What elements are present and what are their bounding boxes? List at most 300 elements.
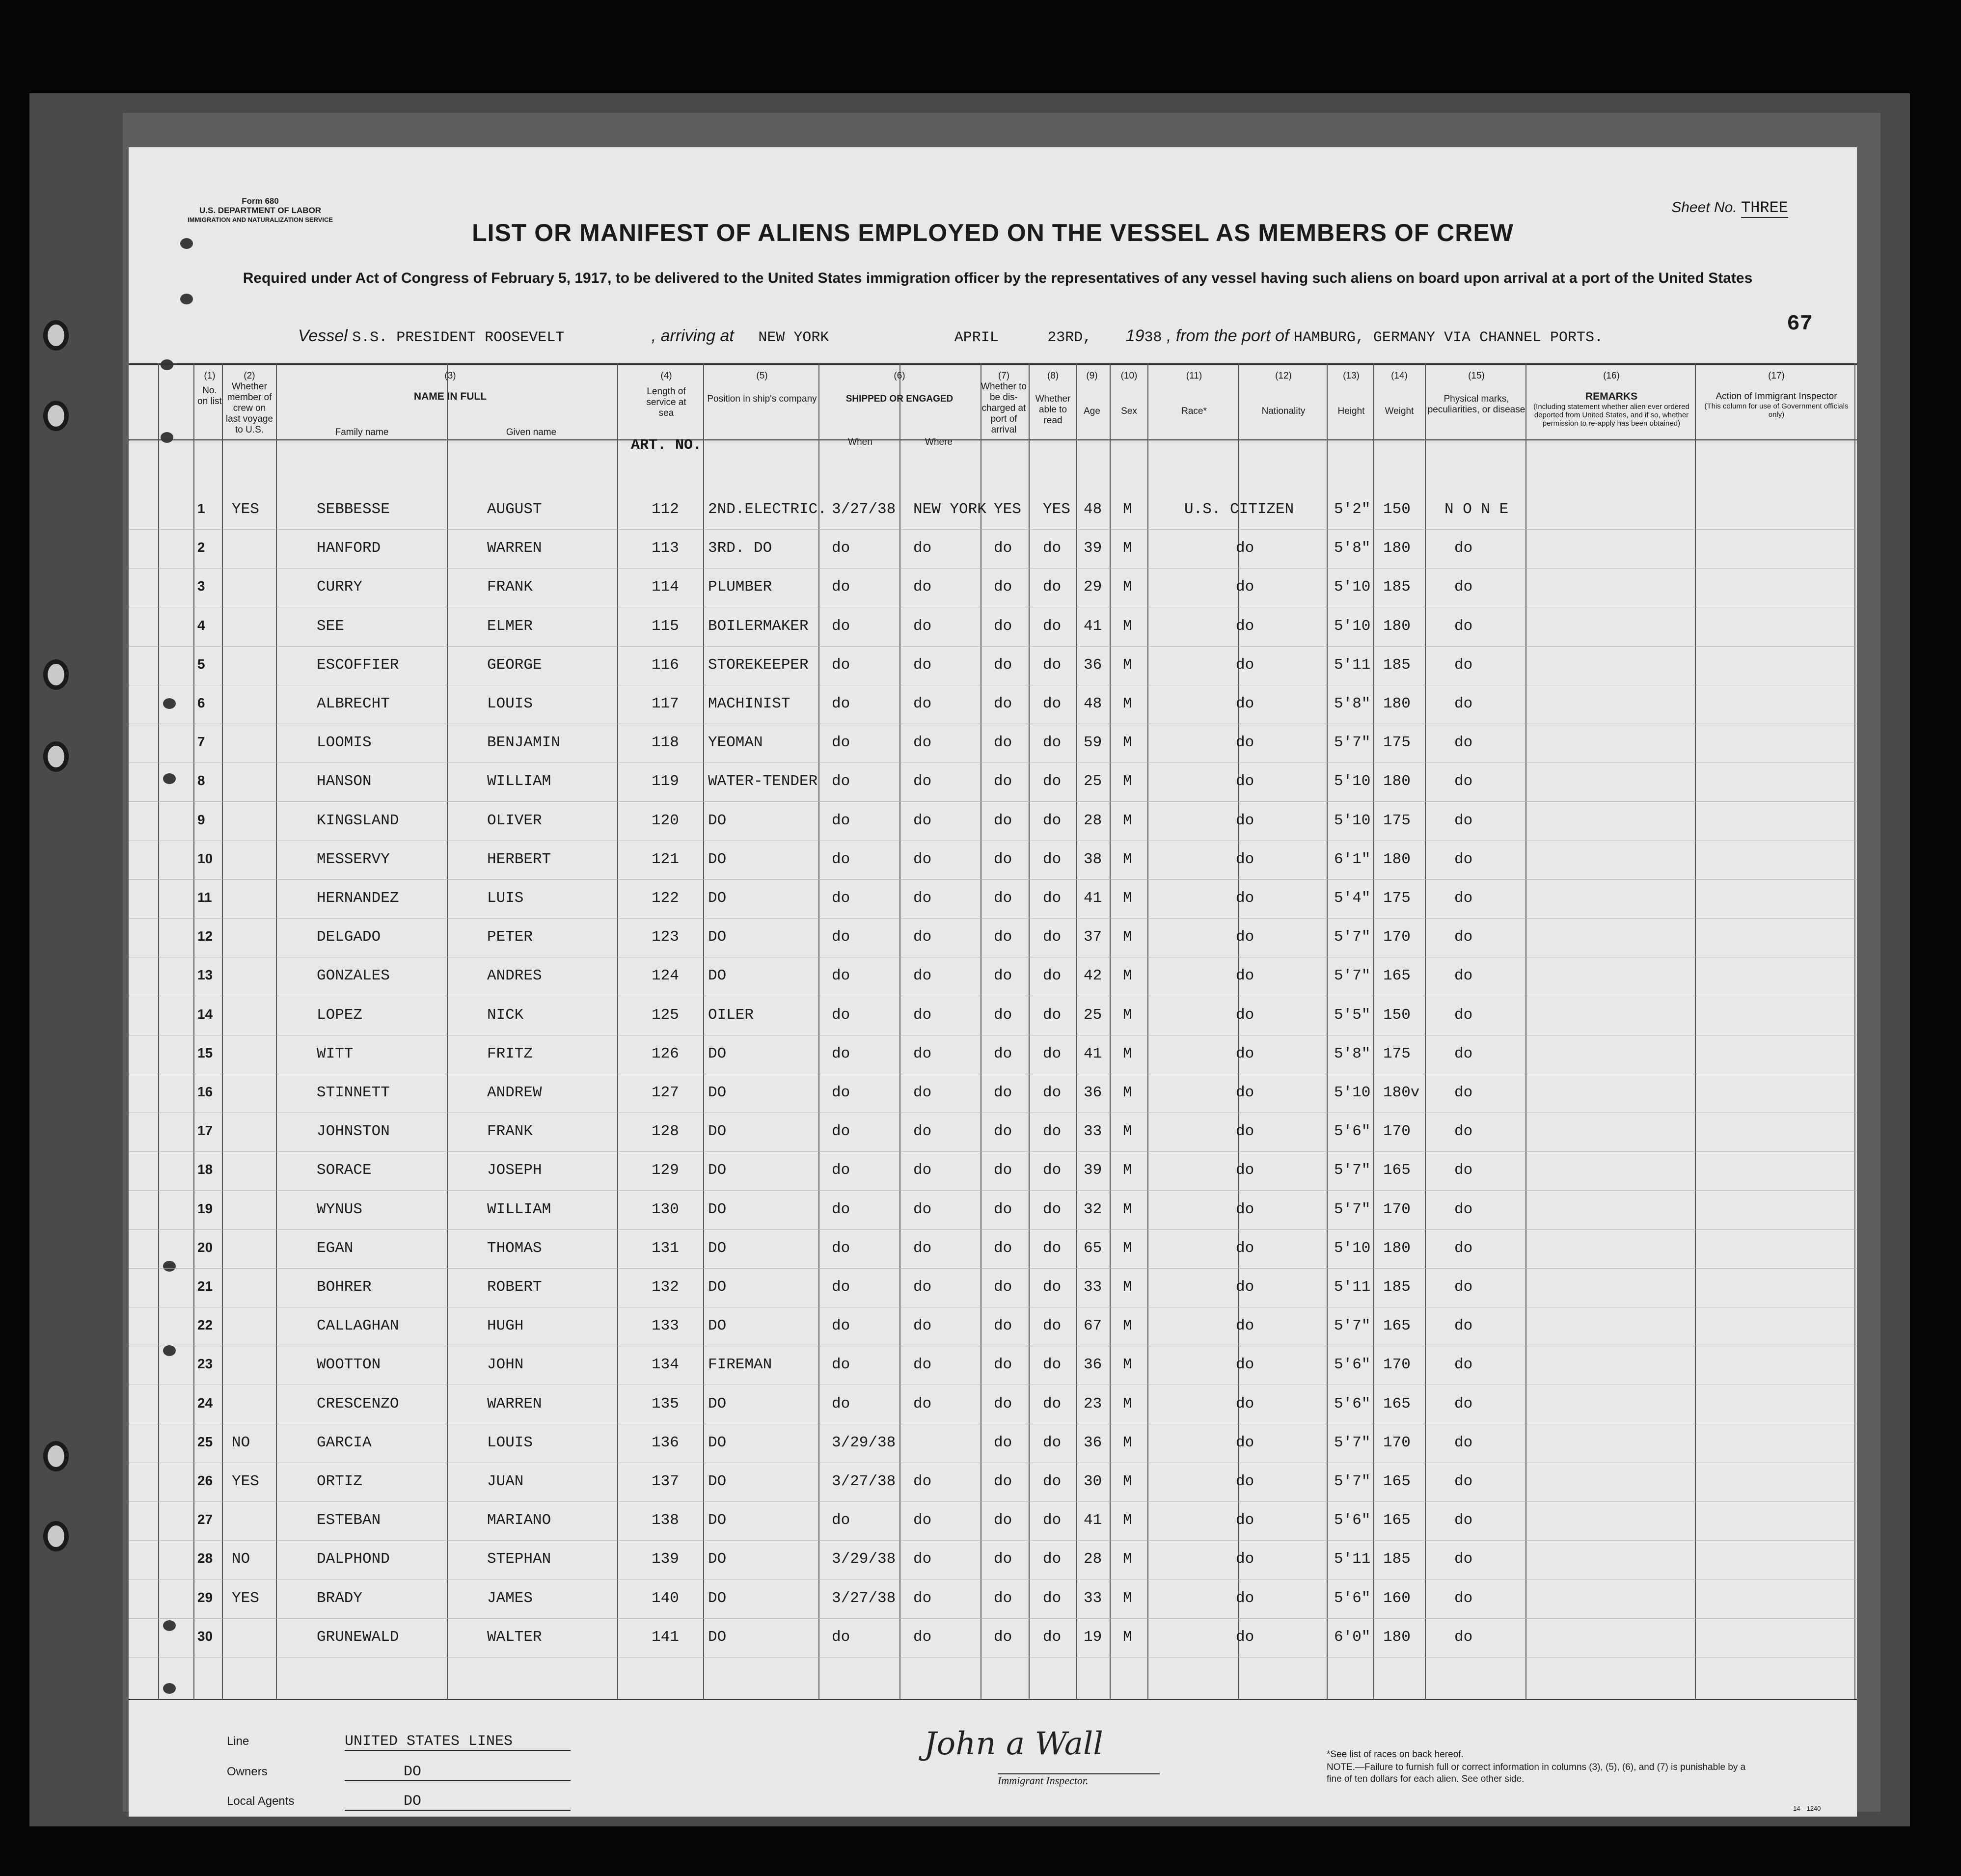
cell-discharged: do <box>994 1628 1012 1646</box>
col-header-given-name: Given name <box>506 427 557 437</box>
cell-age: 33 <box>1084 1589 1102 1607</box>
col-header-length-of-service: (4) Length of service at sea <box>646 371 686 418</box>
cell-discharged: do <box>994 1395 1012 1413</box>
cell-sex: M <box>1123 695 1132 712</box>
cell-sex: M <box>1123 1239 1132 1257</box>
cell-height: 5'10 <box>1334 1239 1371 1257</box>
cell-last-voyage: YES <box>232 501 259 518</box>
cell-no: 28 <box>197 1550 213 1566</box>
cell-age: 33 <box>1084 1278 1102 1296</box>
cell-height: 5'6" <box>1334 1356 1371 1374</box>
punch-mark <box>163 1683 176 1694</box>
cell-position: DO <box>708 1473 727 1490</box>
cell-height: 5'10 <box>1334 578 1371 596</box>
cell-age: 32 <box>1084 1200 1102 1218</box>
cell-age: 39 <box>1084 540 1102 557</box>
cell-height: 5'6" <box>1334 1512 1371 1529</box>
row-rule <box>129 762 1857 763</box>
cell-where: do <box>913 1045 932 1062</box>
cell-discharged: do <box>994 1200 1012 1218</box>
cell-where: do <box>913 850 932 868</box>
cell-given-name: LOUIS <box>487 1434 533 1451</box>
cell-race-nationality: do <box>1236 1239 1254 1257</box>
cell-where: do <box>913 1473 932 1490</box>
cell-sex: M <box>1123 850 1132 868</box>
cell-position: DO <box>708 1550 727 1568</box>
cell-no: 2 <box>197 540 205 555</box>
cell-art-no: 120 <box>652 812 679 829</box>
table-row <box>129 1428 1857 1467</box>
cell-height: 5'6" <box>1334 1123 1371 1141</box>
cell-no: 3 <box>197 578 205 594</box>
cell-race-nationality: do <box>1236 1550 1254 1568</box>
cell-race-nationality: do <box>1236 1045 1254 1062</box>
cell-height: 5'10 <box>1334 812 1371 829</box>
cell-read: do <box>1043 1317 1062 1335</box>
cell-when: do <box>832 850 850 868</box>
cell-discharged: do <box>994 1550 1012 1568</box>
cell-art-no: 114 <box>652 578 679 596</box>
arriving-label: , arriving at <box>651 326 734 345</box>
cell-sex: M <box>1123 812 1132 829</box>
cell-when: do <box>832 578 850 596</box>
cell-age: 41 <box>1084 1512 1102 1529</box>
cell-sex: M <box>1123 656 1132 674</box>
cell-no: 14 <box>197 1006 213 1022</box>
cell-race-nationality: do <box>1236 890 1254 907</box>
cell-discharged: YES <box>994 501 1021 518</box>
cell-race-nationality: do <box>1236 967 1254 985</box>
cell-race-nationality: do <box>1236 540 1254 557</box>
cell-race-nationality: do <box>1236 656 1254 674</box>
cell-discharged: do <box>994 1084 1012 1101</box>
cell-age: 28 <box>1084 1550 1102 1568</box>
cell-race-nationality: do <box>1236 773 1254 790</box>
cell-weight: 165 <box>1383 1395 1411 1413</box>
cell-age: 41 <box>1084 1045 1102 1062</box>
cell-position: 3RD. DO <box>708 540 772 557</box>
cell-sex: M <box>1123 1084 1132 1101</box>
cell-no: 7 <box>197 734 205 750</box>
table-row <box>129 1311 1857 1350</box>
cell-weight: 165 <box>1383 1512 1411 1529</box>
cell-age: 30 <box>1084 1473 1102 1490</box>
cell-age: 33 <box>1084 1123 1102 1141</box>
cell-race-nationality: do <box>1236 1278 1254 1296</box>
cell-given-name: WILLIAM <box>487 1200 551 1218</box>
col-header-weight: (14) Weight <box>1385 371 1414 416</box>
cell-height: 5'4" <box>1334 890 1371 907</box>
cell-race-nationality: do <box>1236 617 1254 635</box>
cell-race-nationality: do <box>1236 1006 1254 1024</box>
table-row <box>129 495 1857 533</box>
fine-note: NOTE.—Failure to furnish full or correct information in columns (3), (5), (6), and (7) is punishable by a fine of ten dollars for each alien. See other side. <box>1327 1762 1746 1784</box>
cell-read: do <box>1043 1512 1062 1529</box>
cell-art-no: 119 <box>652 773 679 790</box>
cell-where: do <box>913 734 932 752</box>
cell-physical-marks: do <box>1454 656 1473 674</box>
cell-art-no: 132 <box>652 1278 679 1296</box>
arrival-day: 23RD, <box>1047 329 1092 346</box>
cell-sex: M <box>1123 890 1132 907</box>
cell-family-name: ESCOFFIER <box>317 656 399 674</box>
cell-family-name: KINGSLAND <box>317 812 399 829</box>
cell-art-no: 123 <box>652 928 679 946</box>
cell-no: 21 <box>197 1278 213 1294</box>
cell-age: 41 <box>1084 890 1102 907</box>
line-value: UNITED STATES LINES <box>345 1733 571 1751</box>
table-row <box>129 1039 1857 1078</box>
cell-sex: M <box>1123 578 1132 596</box>
cell-last-voyage: YES <box>232 1473 259 1490</box>
cell-art-no: 133 <box>652 1317 679 1335</box>
cell-position: WATER-TENDER <box>708 773 818 790</box>
cell-sex: M <box>1123 1006 1132 1024</box>
cell-no: 25 <box>197 1434 213 1449</box>
cell-discharged: do <box>994 1434 1012 1451</box>
cell-weight: 180 <box>1383 540 1411 557</box>
col-header-position: (5) Position in ship's company <box>707 371 817 404</box>
cell-given-name: ROBERT <box>487 1278 542 1296</box>
form-number: Form 680 <box>242 196 279 206</box>
cell-art-no: 129 <box>652 1162 679 1179</box>
cell-age: 36 <box>1084 1084 1102 1101</box>
row-rule <box>129 1268 1857 1269</box>
cell-art-no: 139 <box>652 1550 679 1568</box>
cell-height: 5'2" <box>1334 501 1371 518</box>
cell-height: 5'7" <box>1334 1317 1371 1335</box>
cell-weight: 170 <box>1383 1434 1411 1451</box>
cell-family-name: GARCIA <box>317 1434 372 1451</box>
cell-height: 5'8" <box>1334 695 1371 712</box>
cell-given-name: AUGUST <box>487 501 542 518</box>
cell-discharged: do <box>994 1589 1012 1607</box>
cell-height: 5'7" <box>1334 967 1371 985</box>
cell-race-nationality: do <box>1236 1317 1254 1335</box>
cell-age: 67 <box>1084 1317 1102 1335</box>
cell-family-name: WITT <box>317 1045 354 1062</box>
cell-position: DO <box>708 1045 727 1062</box>
cell-race-nationality: do <box>1236 695 1254 712</box>
cell-height: 5'7" <box>1334 1473 1371 1490</box>
cell-when: do <box>832 1278 850 1296</box>
cell-no: 10 <box>197 850 213 866</box>
arrival-port: NEW YORK <box>758 329 829 346</box>
cell-no: 9 <box>197 812 205 827</box>
cell-race-nationality: do <box>1236 812 1254 829</box>
punch-mark <box>161 432 173 443</box>
cell-when: 3/27/38 <box>832 501 896 518</box>
cell-family-name: HERNANDEZ <box>317 890 399 907</box>
col-header-physical-marks: (15) Physical marks, peculiarities, or disease <box>1427 371 1525 415</box>
cell-position: FIREMAN <box>708 1356 772 1374</box>
cell-read: do <box>1043 617 1062 635</box>
cell-height: 5'10 <box>1334 1084 1371 1101</box>
cell-position: DO <box>708 1200 727 1218</box>
cell-physical-marks: do <box>1454 1084 1473 1101</box>
cell-read: do <box>1043 812 1062 829</box>
cell-physical-marks: do <box>1454 1045 1473 1062</box>
cell-family-name: JOHNSTON <box>317 1123 390 1141</box>
cell-position: PLUMBER <box>708 578 772 596</box>
cell-position: DO <box>708 890 727 907</box>
inspector-label: Immigrant Inspector. <box>998 1773 1160 1787</box>
cell-family-name: HANSON <box>317 773 372 790</box>
cell-read: do <box>1043 967 1062 985</box>
cell-discharged: do <box>994 617 1012 635</box>
vessel-label: Vessel <box>298 326 348 345</box>
cell-physical-marks: do <box>1454 617 1473 635</box>
cell-race-nationality: do <box>1236 850 1254 868</box>
row-rule <box>129 529 1857 530</box>
cell-sex: M <box>1123 967 1132 985</box>
cell-when: do <box>832 1162 850 1179</box>
cell-where: do <box>913 1006 932 1024</box>
cell-read: do <box>1043 1239 1062 1257</box>
col-header-name: (3) NAME IN FULL <box>413 371 487 402</box>
cell-race-nationality: do <box>1236 1589 1254 1607</box>
cell-physical-marks: do <box>1454 1162 1473 1179</box>
cell-when: do <box>832 1628 850 1646</box>
col-header-discharged: (7) Whether to be dis- charged at port of arrival <box>981 371 1027 435</box>
cell-height: 5'11 <box>1334 656 1371 674</box>
cell-sex: M <box>1123 1550 1132 1568</box>
page-title: LIST OR MANIFEST OF ALIENS EMPLOYED ON THE VESSEL AS MEMBERS OF CREW <box>472 219 1514 246</box>
cell-when: do <box>832 656 850 674</box>
cell-weight: 185 <box>1383 656 1411 674</box>
cell-family-name: BRADY <box>317 1589 363 1607</box>
cell-physical-marks: do <box>1454 1434 1473 1451</box>
cell-no: 26 <box>197 1473 213 1488</box>
cell-weight: 175 <box>1383 890 1411 907</box>
table-row <box>129 1545 1857 1583</box>
cell-position: OILER <box>708 1006 754 1024</box>
cell-art-no: 140 <box>652 1589 679 1607</box>
cell-art-no: 127 <box>652 1084 679 1101</box>
cell-when: 3/29/38 <box>832 1434 896 1451</box>
cell-given-name: STEPHAN <box>487 1550 551 1568</box>
cell-weight: 180 <box>1383 1239 1411 1257</box>
cell-physical-marks: do <box>1454 1006 1473 1024</box>
cell-no: 19 <box>197 1200 213 1216</box>
cell-sex: M <box>1123 1200 1132 1218</box>
cell-read: do <box>1043 540 1062 557</box>
cell-weight: 170 <box>1383 1356 1411 1374</box>
cell-family-name: SEE <box>317 617 344 635</box>
cell-given-name: WALTER <box>487 1628 542 1646</box>
cell-discharged: do <box>994 1512 1012 1529</box>
cell-age: 36 <box>1084 1434 1102 1451</box>
cell-read: do <box>1043 1628 1062 1646</box>
col-header-inspector-action: (17) Action of Immigrant Inspector (This column for use of Government officials only) <box>1704 371 1849 419</box>
cell-where: do <box>913 617 932 635</box>
cell-height: 5'6" <box>1334 1395 1371 1413</box>
cell-given-name: FRANK <box>487 578 533 596</box>
cell-age: 25 <box>1084 1006 1102 1024</box>
cell-physical-marks: do <box>1454 850 1473 868</box>
cell-art-no: 112 <box>652 501 679 518</box>
cell-where: do <box>913 928 932 946</box>
sheet-number <box>1671 199 1788 217</box>
cell-given-name: JUAN <box>487 1473 524 1490</box>
cell-given-name: HUGH <box>487 1317 524 1335</box>
cell-read: do <box>1043 1278 1062 1296</box>
cell-where: do <box>913 578 932 596</box>
cell-sex: M <box>1123 1512 1132 1529</box>
cell-race-nationality: do <box>1236 1395 1254 1413</box>
table-row <box>129 689 1857 728</box>
cell-given-name: GEORGE <box>487 656 542 674</box>
cell-given-name: JAMES <box>487 1589 533 1607</box>
col-header-no: (1) No. on list <box>197 371 222 407</box>
sheet-number-label: Sheet No. <box>1671 199 1737 216</box>
cell-no: 8 <box>197 773 205 788</box>
cell-given-name: LOUIS <box>487 695 533 712</box>
cell-no: 13 <box>197 967 213 983</box>
cell-art-no: 131 <box>652 1239 679 1257</box>
cell-physical-marks: do <box>1454 1278 1473 1296</box>
cell-sex: M <box>1123 1434 1132 1451</box>
row-rule <box>129 918 1857 919</box>
cell-given-name: ANDRES <box>487 967 542 985</box>
form-department: U.S. DEPARTMENT OF LABOR <box>199 206 322 215</box>
col-header-race: (11) Race* <box>1181 371 1207 416</box>
cell-when: do <box>832 928 850 946</box>
cell-position: DO <box>708 1512 727 1529</box>
cell-where: do <box>913 1239 932 1257</box>
cell-where: do <box>913 773 932 790</box>
cell-position: DO <box>708 1123 727 1141</box>
cell-no: 24 <box>197 1395 213 1411</box>
cell-when: do <box>832 1123 850 1141</box>
cell-discharged: do <box>994 1123 1012 1141</box>
cell-sex: M <box>1123 1123 1132 1141</box>
cell-height: 5'6" <box>1334 1589 1371 1607</box>
cell-read: do <box>1043 1589 1062 1607</box>
cell-given-name: MARIANO <box>487 1512 551 1529</box>
cell-position: DO <box>708 967 727 985</box>
cell-discharged: do <box>994 1473 1012 1490</box>
cell-age: 65 <box>1084 1239 1102 1257</box>
cell-when: do <box>832 1317 850 1335</box>
cell-no: 17 <box>197 1123 213 1139</box>
cell-family-name: DALPHOND <box>317 1550 390 1568</box>
cell-position: DO <box>708 1162 727 1179</box>
cell-family-name: STINNETT <box>317 1084 390 1101</box>
cell-given-name: ELMER <box>487 617 533 635</box>
footer-agents: Local Agents DO <box>227 1793 571 1811</box>
cell-when: do <box>832 734 850 752</box>
cell-sex: M <box>1123 540 1132 557</box>
col-header-age: (9) Age <box>1084 371 1100 416</box>
cell-where: do <box>913 890 932 907</box>
manifest-sheet <box>129 147 1857 1817</box>
row-rule <box>129 568 1857 569</box>
cell-weight: 170 <box>1383 1200 1411 1218</box>
cell-art-no: 130 <box>652 1200 679 1218</box>
table-row <box>129 1584 1857 1622</box>
cell-art-no: 116 <box>652 656 679 674</box>
cell-race-nationality: do <box>1236 1512 1254 1529</box>
cell-height: 5'10 <box>1334 773 1371 790</box>
cell-weight: 165 <box>1383 967 1411 985</box>
cell-when: do <box>832 1512 850 1529</box>
cell-family-name: EGAN <box>317 1239 354 1257</box>
cell-art-no: 125 <box>652 1006 679 1024</box>
cell-art-no: 126 <box>652 1045 679 1062</box>
cell-read: do <box>1043 1084 1062 1101</box>
cell-where: do <box>913 1317 932 1335</box>
cell-art-no: 121 <box>652 850 679 868</box>
cell-read: do <box>1043 1123 1062 1141</box>
cell-height: 5'5" <box>1334 1006 1371 1024</box>
arrival-month: APRIL <box>954 329 999 346</box>
cell-sex: M <box>1123 928 1132 946</box>
cell-family-name: SEBBESSE <box>317 501 390 518</box>
cell-physical-marks: do <box>1454 890 1473 907</box>
col-header-read: (8) Whether able to read <box>1035 371 1071 426</box>
cell-no: 30 <box>197 1628 213 1644</box>
form-service: IMMIGRATION AND NATURALIZATION SERVICE <box>188 216 333 223</box>
cell-given-name: LUIS <box>487 890 524 907</box>
cell-race-nationality: do <box>1236 1434 1254 1451</box>
cell-height: 6'1" <box>1334 850 1371 868</box>
row-rule <box>129 646 1857 647</box>
cell-weight: 180v <box>1383 1084 1420 1101</box>
cell-position: DO <box>708 1434 727 1451</box>
cell-height: 5'8" <box>1334 540 1371 557</box>
cell-family-name: WOOTTON <box>317 1356 381 1374</box>
cell-given-name: PETER <box>487 928 533 946</box>
punch-mark <box>180 294 193 304</box>
cell-last-voyage: NO <box>232 1550 250 1568</box>
cell-age: 28 <box>1084 812 1102 829</box>
cell-discharged: do <box>994 656 1012 674</box>
table-row <box>129 1350 1857 1388</box>
cell-discharged: do <box>994 540 1012 557</box>
binder-hole <box>43 659 69 690</box>
cell-family-name: GONZALES <box>317 967 390 985</box>
cell-physical-marks: do <box>1454 812 1473 829</box>
cell-weight: 150 <box>1383 1006 1411 1024</box>
col-header-when: When <box>848 437 872 447</box>
cell-race-nationality: do <box>1236 928 1254 946</box>
cell-family-name: CURRY <box>317 578 363 596</box>
cell-family-name: ORTIZ <box>317 1473 363 1490</box>
cell-physical-marks: do <box>1454 1628 1473 1646</box>
cell-where: do <box>913 1550 932 1568</box>
cell-height: 5'11 <box>1334 1278 1371 1296</box>
cell-where: do <box>913 695 932 712</box>
cell-when: 3/27/38 <box>832 1589 896 1607</box>
cell-race-nationality: do <box>1236 1162 1254 1179</box>
cell-physical-marks: do <box>1454 1317 1473 1335</box>
cell-when: do <box>832 890 850 907</box>
cell-age: 19 <box>1084 1628 1102 1646</box>
cell-weight: 165 <box>1383 1317 1411 1335</box>
cell-where: NEW YORK <box>913 501 986 518</box>
cell-height: 5'7" <box>1334 1434 1371 1451</box>
cell-read: do <box>1043 734 1062 752</box>
cell-read: do <box>1043 1162 1062 1179</box>
cell-last-voyage: YES <box>232 1589 259 1607</box>
table-row <box>129 1117 1857 1155</box>
cell-where: do <box>913 1278 932 1296</box>
cell-physical-marks: do <box>1454 1589 1473 1607</box>
cell-sex: M <box>1123 1356 1132 1374</box>
cell-when: do <box>832 1356 850 1374</box>
col-header-last-voyage: (2) Whether member of crew on last voyage to U.S. <box>225 371 273 435</box>
